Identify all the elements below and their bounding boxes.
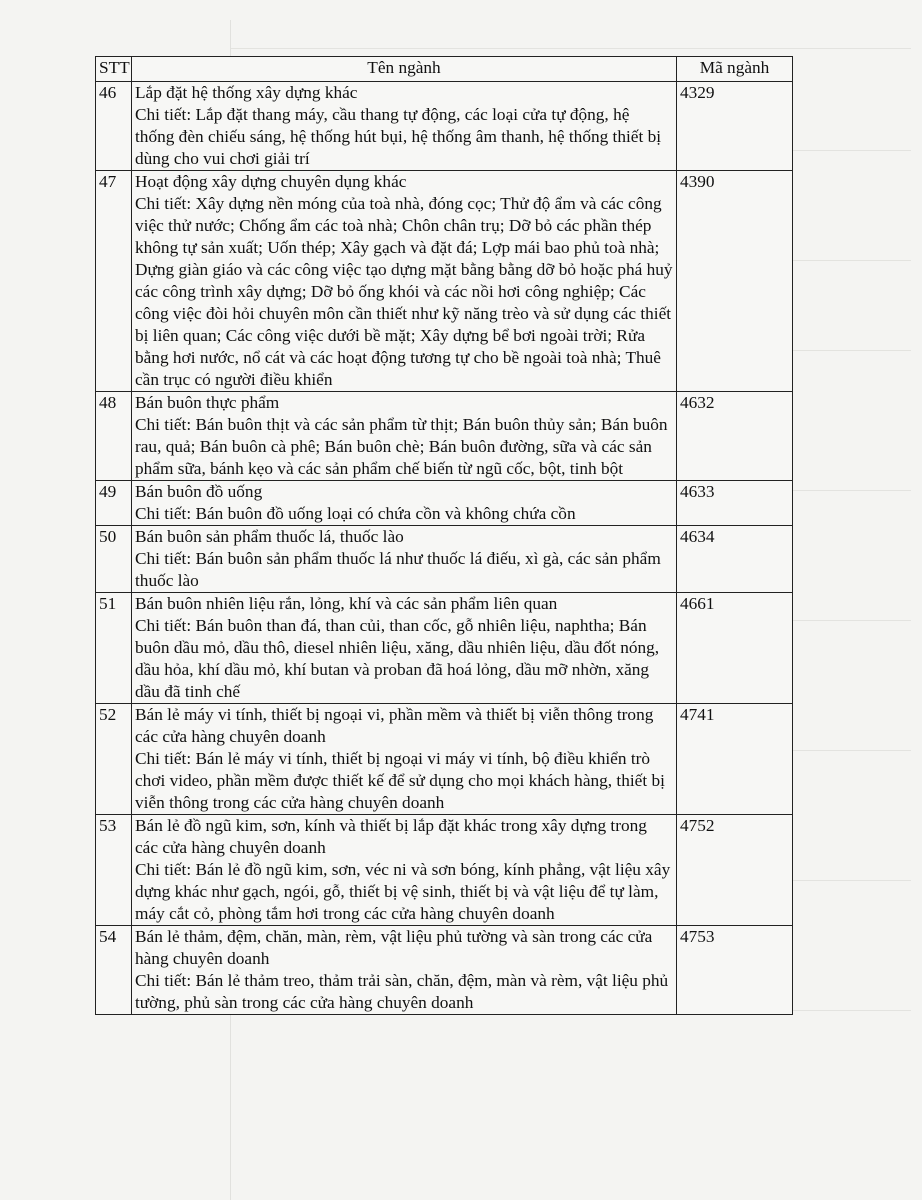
header-stt: STT [96, 57, 132, 82]
table-row [96, 481, 793, 526]
row-name [132, 526, 677, 593]
table-row [96, 926, 793, 1015]
row-name [132, 704, 677, 815]
row-code: 4632 [677, 392, 793, 481]
row-name [132, 593, 677, 704]
row-name [132, 82, 677, 171]
row-detail: Chi tiết: Bán buôn sản phẩm thuốc lá như thuốc lá điếu, xì gà, các sản phẩm thuốc lào [135, 549, 661, 590]
row-stt: 51 [96, 593, 132, 704]
row-stt: 47 [96, 171, 132, 392]
row-detail: Chi tiết: Bán lẻ đồ ngũ kim, sơn, véc ni và sơn bóng, kính phẳng, vật liệu xây dựng khác như gạch, ngói, gỗ, thiết bị vệ sinh, thiết bị và vật liệu để tự làm, máy cắt cỏ, phòng tắm hơi trong các cửa hàng chuyên doanh [135, 860, 671, 923]
row-detail: Chi tiết: Bán lẻ thảm treo, thảm trải sàn, chăn, đệm, màn và rèm, vật liệu phủ tường, phủ sàn trong các cửa hàng chuyên doanh [135, 971, 669, 1012]
row-code: 4634 [677, 526, 793, 593]
row-detail: Chi tiết: Bán buôn thịt và các sản phẩm từ thịt; Bán buôn thủy sản; Bán buôn rau, quả; Bán buôn cà phê; Bán buôn chè; Bán buôn đường, sữa và các sản phẩm sữa, bánh kẹo và các sản phẩm chế biến từ ngũ cốc, bột, tinh bột [135, 415, 668, 478]
row-code: 4753 [677, 926, 793, 1015]
table-row [96, 704, 793, 815]
row-title: Lắp đặt hệ thống xây dựng khác [135, 83, 358, 102]
row-code: 4741 [677, 704, 793, 815]
header-code: Mã ngành [677, 57, 793, 82]
table-row [96, 82, 793, 171]
row-stt: 48 [96, 392, 132, 481]
table-row [96, 392, 793, 481]
row-name [132, 481, 677, 526]
row-title: Bán lẻ thảm, đệm, chăn, màn, rèm, vật liệu phủ tường và sàn trong các cửa hàng chuyên doanh [135, 927, 653, 968]
row-title: Bán buôn nhiên liệu rắn, lỏng, khí và các sản phẩm liên quan [135, 594, 558, 613]
row-title: Bán lẻ đồ ngũ kim, sơn, kính và thiết bị lắp đặt khác trong xây dựng trong các cửa hàng chuyên doanh [135, 816, 647, 857]
table-row [96, 815, 793, 926]
row-name [132, 392, 677, 481]
row-detail: Chi tiết: Lắp đặt thang máy, cầu thang tự động, các loại cửa tự động, hệ thống đèn chiếu sáng, hệ thống hút bụi, hệ thống âm thanh, hệ thống thiết bị dùng cho vui chơi giải trí [135, 105, 662, 168]
header-name: Tên ngành [132, 57, 677, 82]
row-stt: 52 [96, 704, 132, 815]
row-detail: Chi tiết: Bán buôn than đá, than củi, than cốc, gỗ nhiên liệu, naphtha; Bán buôn dầu mỏ, dầu thô, diesel nhiên liệu, xăng, dầu nhiên liệu, dầu đốt nóng, dầu hỏa, khí dầu mỏ, khí butan và proban đã hoá lỏng, dầu mỡ nhờn, xăng dầu đã tinh chế [135, 616, 660, 701]
row-title: Hoạt động xây dựng chuyên dụng khác [135, 172, 407, 191]
row-code: 4329 [677, 82, 793, 171]
row-name [132, 815, 677, 926]
row-code: 4633 [677, 481, 793, 526]
industry-table [95, 56, 793, 1015]
row-name [132, 926, 677, 1015]
row-detail: Chi tiết: Xây dựng nền móng của toà nhà, đóng cọc; Thử độ ẩm và các công việc thử nước; Chống ẩm các toà nhà; Chôn chân trụ; Dỡ bỏ các phần thép không tự sản xuất; Uốn thép; Xây gạch và đặt đá; Lợp mái bao phủ toà nhà; Dựng giàn giáo và các công việc tạo dựng mặt bằng bằng dỡ bỏ hoặc phá huỷ các công trình xây dựng; Dỡ bỏ ống khói và các nồi hơi công nghiệp; Các công việc đòi hỏi chuyên môn cần thiết như kỹ năng trèo và sử dụng các thiết bị liên quan; Các công việc dưới bề mặt; Xây dựng bể bơi ngoài trời; Rửa bằng hơi nước, nổ cát và các hoạt động tương tự cho bề ngoài toà nhà; Thuê cần trục có người điều khiển [135, 194, 673, 389]
row-detail: Chi tiết: Bán lẻ máy vi tính, thiết bị ngoại vi máy vi tính, bộ điều khiển trò chơi video, phần mềm được thiết kế để sử dụng cho mọi khách hàng, thiết bị viễn thông trong các cửa hàng chuyên doanh [135, 749, 665, 812]
table-row [96, 593, 793, 704]
row-title: Bán buôn đồ uống [135, 482, 263, 501]
row-code: 4752 [677, 815, 793, 926]
row-stt: 50 [96, 526, 132, 593]
row-code: 4661 [677, 593, 793, 704]
row-stt: 49 [96, 481, 132, 526]
row-title: Bán buôn sản phẩm thuốc lá, thuốc lào [135, 527, 404, 546]
row-title: Bán lẻ máy vi tính, thiết bị ngoại vi, phần mềm và thiết bị viễn thông trong các cửa hàng chuyên doanh [135, 705, 654, 746]
row-stt: 54 [96, 926, 132, 1015]
row-stt: 46 [96, 82, 132, 171]
row-detail: Chi tiết: Bán buôn đồ uống loại có chứa cồn và không chứa cồn [135, 504, 576, 523]
table-header-row [96, 57, 793, 82]
table-row [96, 526, 793, 593]
row-code: 4390 [677, 171, 793, 392]
row-title: Bán buôn thực phẩm [135, 393, 280, 412]
table-row [96, 171, 793, 392]
row-stt: 53 [96, 815, 132, 926]
row-name [132, 171, 677, 392]
